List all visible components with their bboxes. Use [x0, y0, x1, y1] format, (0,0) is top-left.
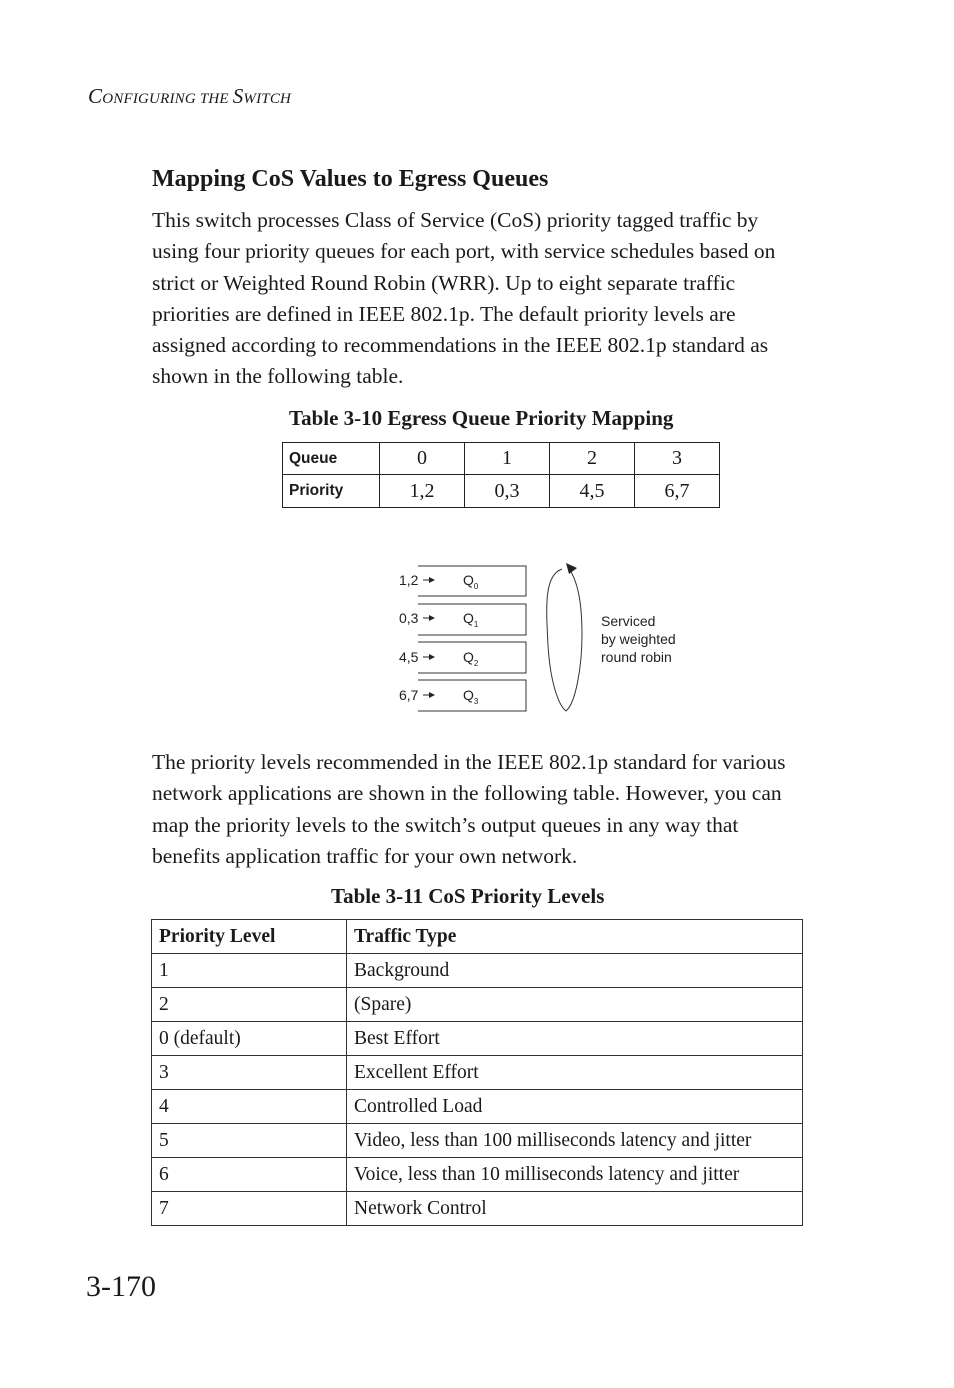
- table1-caption: Table 3-10 Egress Queue Priority Mapping: [289, 406, 674, 430]
- intro-paragraph: This switch processes Class of Service (CoS) priority tagged traffic by using four priority queues for each port, with service schedules based on strict or Weighted Round Robin (WRR). Up to eight separate traffic priorities are defined in IEEE 802.1p. The default priority levels are assigned according to recommendations in the IEEE 802.1p standard as shown in the following table.: [152, 208, 776, 389]
- queue-label: $Q_2$: [463, 649, 479, 668]
- page-number: 3-170: [86, 1270, 156, 1303]
- cos-priority-table: [151, 919, 803, 1226]
- queue-cell: 0: [380, 443, 465, 475]
- queue-label: $Q_1$: [463, 610, 479, 629]
- input-label: 4,5: [399, 649, 419, 665]
- priority-cell: 6: [152, 1158, 347, 1192]
- priority-cell: 5: [152, 1124, 347, 1158]
- queue-cell: 3: [635, 443, 720, 475]
- traffic-cell: Video, less than 100 milliseconds latency and jitter: [347, 1124, 803, 1158]
- priority-cell: 6,7: [635, 475, 720, 508]
- queue-0: [399, 566, 526, 596]
- table2-caption: Table 3-11 CoS Priority Levels: [331, 884, 605, 908]
- queue-cell: 2: [550, 443, 635, 475]
- traffic-cell: Background: [347, 954, 803, 988]
- queue-label: $Q_0$: [463, 572, 479, 591]
- priority-row: [283, 475, 720, 508]
- wrr-queue-diagram: [390, 555, 710, 720]
- input-label: 6,7: [399, 687, 419, 703]
- queue-row: [283, 443, 720, 475]
- traffic-cell: Best Effort: [347, 1022, 803, 1056]
- priority-cell: 7: [152, 1192, 347, 1226]
- traffic-cell: Network Control: [347, 1192, 803, 1226]
- priority-cell: 1,2: [380, 475, 465, 508]
- table-row: [152, 1158, 803, 1192]
- service-label-line: by weighted: [601, 631, 676, 647]
- table-row: [152, 988, 803, 1022]
- queue-cell: 1: [465, 443, 550, 475]
- table-header-row: [152, 920, 803, 954]
- recommendation-paragraph: The priority levels recommended in the IEEE 802.1p standard for various network applications are shown in the following table. However, you can map the priority levels to the switch’s output queues in any way that benefits application traffic for your own network.: [152, 750, 786, 868]
- table-row: [152, 1056, 803, 1090]
- priority-cell: 1: [152, 954, 347, 988]
- input-label: 1,2: [399, 572, 419, 588]
- input-label: 0,3: [399, 610, 419, 626]
- queue-label: $Q_3$: [463, 687, 479, 706]
- traffic-cell: (Spare): [347, 988, 803, 1022]
- section-title: Mapping CoS Values to Egress Queues: [152, 166, 549, 192]
- table-row: [152, 1090, 803, 1124]
- traffic-cell: Excellent Effort: [347, 1056, 803, 1090]
- queue-label: Queue: [283, 443, 380, 475]
- egress-queue-table: [282, 442, 720, 508]
- round-robin-loop-icon: [547, 567, 582, 711]
- column-header: Traffic Type: [347, 920, 803, 954]
- traffic-cell: Voice, less than 10 milliseconds latency and jitter: [347, 1158, 803, 1192]
- service-label-line: Serviced: [601, 613, 656, 629]
- traffic-cell: Controlled Load: [347, 1090, 803, 1124]
- priority-cell: 4,5: [550, 475, 635, 508]
- queue-3: [399, 680, 526, 711]
- table-row: [152, 1022, 803, 1056]
- service-label-line: round robin: [601, 649, 672, 665]
- column-header: Priority Level: [152, 920, 347, 954]
- running-head: CONFIGURING THE SWITCH: [88, 84, 292, 108]
- priority-cell: 0 (default): [152, 1022, 347, 1056]
- queue-1: [399, 604, 526, 635]
- priority-label: Priority: [283, 475, 380, 508]
- queue-2: [399, 642, 526, 673]
- priority-cell: 2: [152, 988, 347, 1022]
- priority-cell: 3: [152, 1056, 347, 1090]
- priority-cell: 4: [152, 1090, 347, 1124]
- priority-cell: 0,3: [465, 475, 550, 508]
- table-row: [152, 1124, 803, 1158]
- table-row: [152, 1192, 803, 1226]
- table-row: [152, 954, 803, 988]
